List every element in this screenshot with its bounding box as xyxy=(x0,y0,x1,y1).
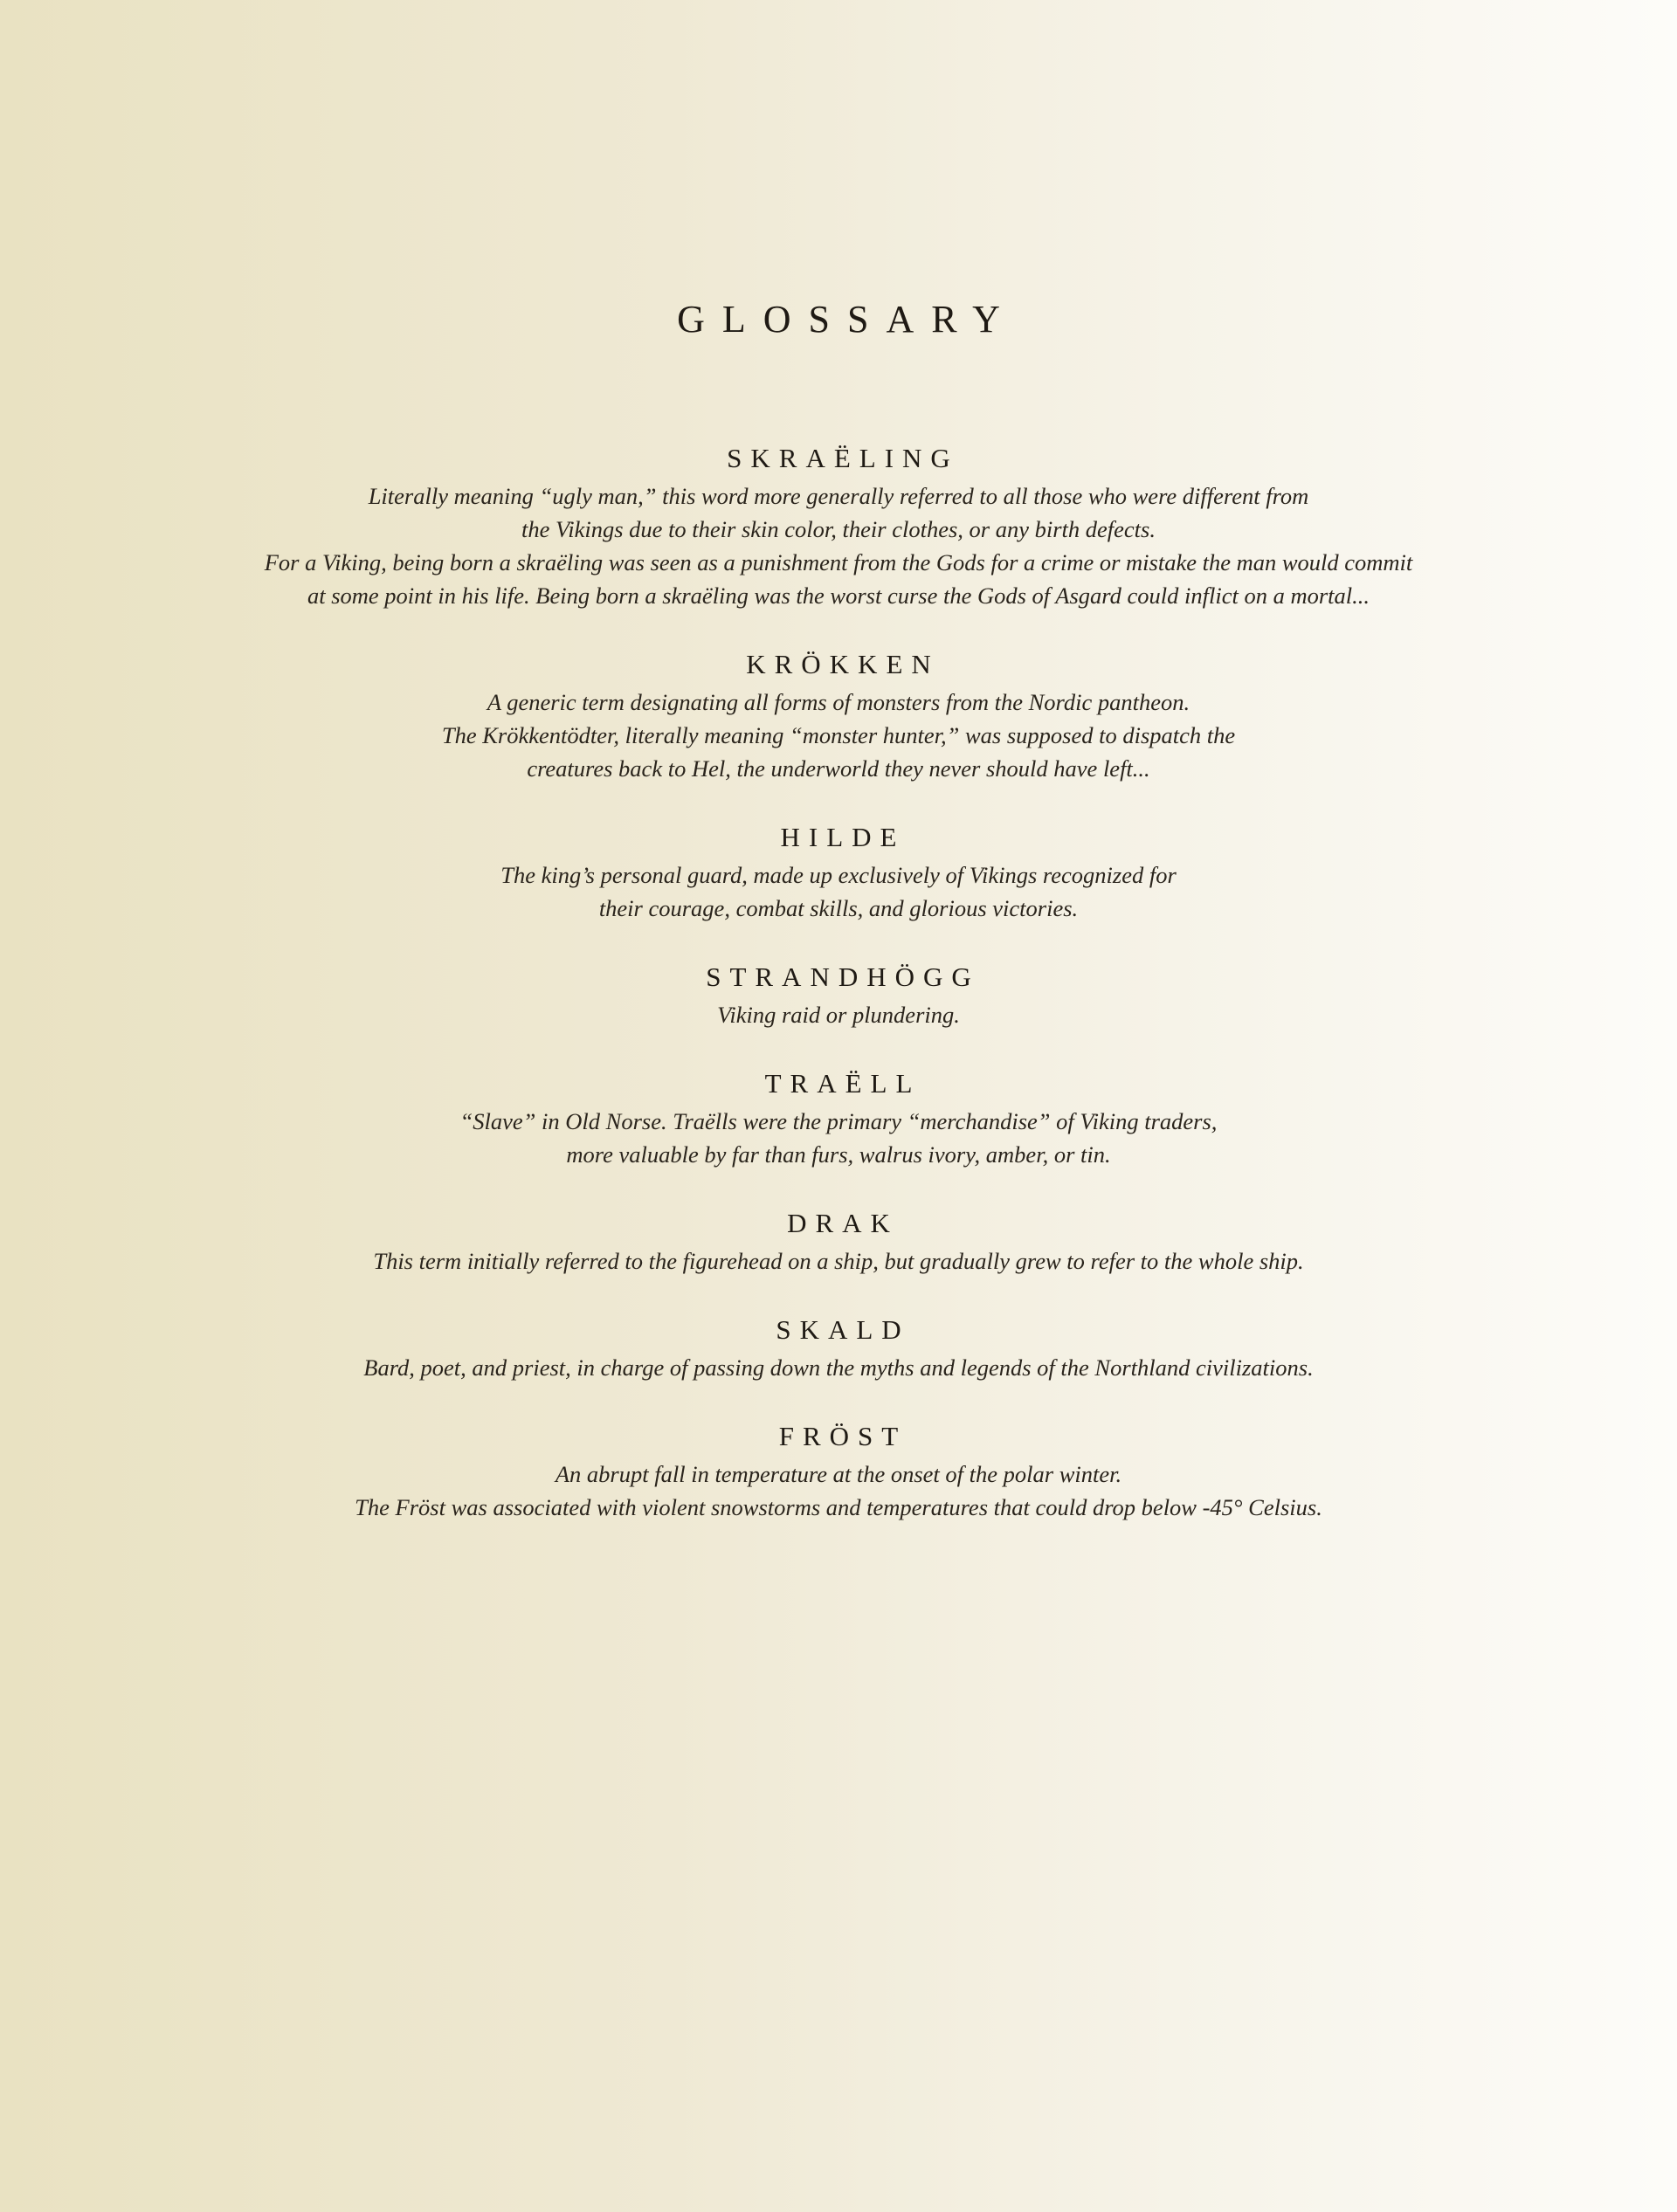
definition-line: The Fröst was associated with violent snowstorms and temperatures that could drop below -45° Celsius. xyxy=(355,1494,1322,1520)
glossary-entry-skald xyxy=(0,1313,1677,1384)
glossary-term: SKALD xyxy=(776,1314,910,1345)
definition-line: Literally meaning “ugly man,” this word more generally referred to all those who were different from xyxy=(368,483,1309,509)
definition-line: the Vikings due to their skin color, their clothes, or any birth defects. xyxy=(521,516,1156,542)
definition-line: An abrupt fall in temperature at the onset of the polar winter. xyxy=(555,1461,1122,1487)
glossary-entry-strandhogg xyxy=(0,960,1677,1031)
definition-line: For a Viking, being born a skraëling was seen as a punishment from the Gods for a crime or mistake the man would commit xyxy=(264,549,1413,575)
glossary-entry-krokken xyxy=(0,647,1677,785)
glossary-definition xyxy=(0,1351,1677,1384)
glossary-entry-traell xyxy=(0,1066,1677,1171)
definition-line: Viking raid or plundering. xyxy=(717,1002,960,1028)
glossary-entry-frost xyxy=(0,1419,1677,1524)
definition-line: more valuable by far than furs, walrus ivory, amber, or tin. xyxy=(566,1141,1111,1168)
glossary-definition xyxy=(0,998,1677,1031)
glossary-term: KRÖKKEN xyxy=(746,649,940,679)
glossary-term: DRAK xyxy=(787,1208,899,1238)
glossary-term: TRAËLL xyxy=(764,1068,921,1099)
glossary-term: SKRAËLING xyxy=(727,443,959,473)
glossary-definition xyxy=(0,686,1677,785)
definition-line: “Slave” in Old Norse. Traëlls were the primary “merchandise” of Viking traders, xyxy=(459,1108,1218,1134)
glossary-definition xyxy=(0,1244,1677,1278)
glossary-definition xyxy=(0,858,1677,925)
glossary-term: FRÖST xyxy=(778,1421,908,1451)
glossary-definition xyxy=(0,1457,1677,1524)
definition-line: Bard, poet, and priest, in charge of passing down the myths and legends of the Northland civilizations. xyxy=(363,1354,1314,1381)
glossary-entry-skraeling xyxy=(0,441,1677,612)
definition-line: This term initially referred to the figurehead on a ship, but gradually grew to refer to the whole ship. xyxy=(373,1248,1304,1274)
page-title: GLOSSARY xyxy=(677,298,1018,341)
definition-line: The king’s personal guard, made up exclusively of Vikings recognized for xyxy=(500,862,1177,888)
definition-line: A generic term designating all forms of monsters from the Nordic pantheon. xyxy=(487,689,1190,715)
glossary-definition xyxy=(0,479,1677,612)
definition-line: at some point in his life. Being born a skraëling was the worst curse the Gods of Asgard could inflict on a mortal... xyxy=(307,582,1370,609)
glossary-definition xyxy=(0,1105,1677,1171)
glossary-entry-drak xyxy=(0,1206,1677,1278)
definition-line: their courage, combat skills, and glorious victories. xyxy=(598,895,1079,921)
glossary-list xyxy=(0,441,1677,1559)
glossary-term: STRANDHÖGG xyxy=(706,961,980,992)
definition-line: The Krökkentödter, literally meaning “monster hunter,” was supposed to dispatch the xyxy=(441,722,1236,748)
glossary-term: HILDE xyxy=(780,822,906,852)
glossary-entry-hilde xyxy=(0,820,1677,925)
definition-line: creatures back to Hel, the underworld they never should have left... xyxy=(527,755,1150,782)
